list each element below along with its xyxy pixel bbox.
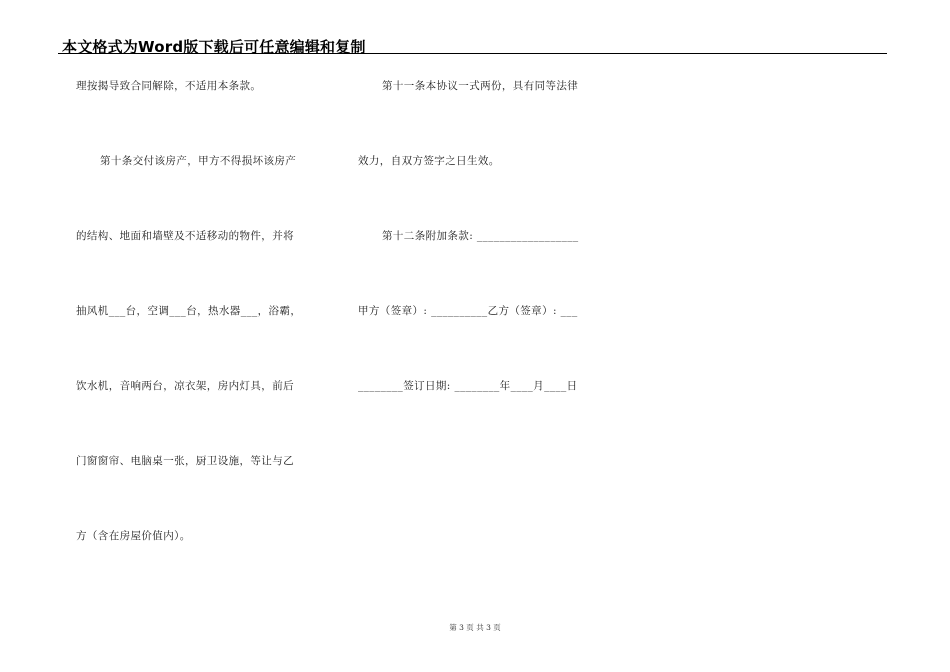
right-line-3: 第十二条附加条款: __________________ — [382, 230, 579, 242]
left-line-5: 饮水机，音响两台，凉衣架，房内灯具，前后 — [76, 380, 294, 392]
document-header-title: 本文格式为Word版下载后可任意编辑和复制 — [62, 38, 366, 56]
left-line-3: 的结构、地面和墙壁及不适移动的物件，并将 — [76, 230, 294, 242]
left-line-7: 方（含在房屋价值内）。 — [76, 530, 191, 542]
right-line-4: 甲方（签章）: __________乙方（签章）: ___ — [358, 305, 578, 317]
right-line-5: ________签订日期: ________年____月____日 — [358, 380, 578, 392]
left-line-6: 门窗窗帘、电脑桌一张，厨卫设施，等让与乙 — [76, 455, 294, 467]
left-line-2: 第十条交付该房产，甲方不得损坏该房产 — [100, 155, 297, 167]
left-line-4: 抽风机___台，空调___台，热水器___，浴霸， — [76, 305, 302, 317]
left-line-1: 理按揭导致合同解除，不适用本条款。 — [76, 80, 262, 92]
right-line-1: 第十一条本协议一式两份，具有同等法律 — [382, 80, 579, 92]
page-number-footer: 第 3 页 共 3 页 — [449, 623, 501, 632]
right-line-2: 效力，自双方签字之日生效。 — [358, 155, 500, 167]
header-divider — [58, 53, 887, 54]
